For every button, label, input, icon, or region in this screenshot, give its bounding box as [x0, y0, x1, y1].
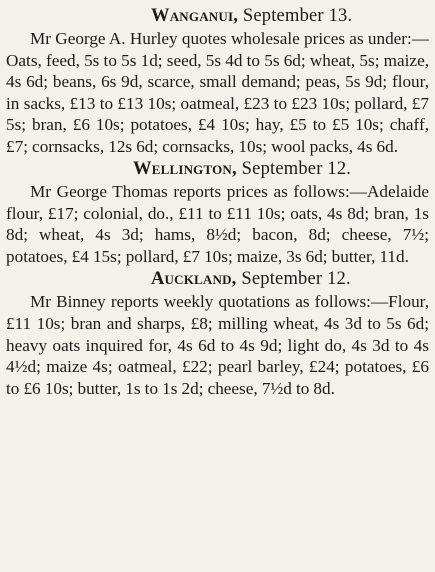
market-report-auckland: [6, 267, 429, 399]
report-date: September 13.: [238, 6, 353, 26]
report-heading: [6, 267, 429, 291]
report-text: Mr George Thomas reports prices as follows:—Adelaide flour, £17; colonial, do., £11 to £11 10s; oats, 4s 8d; bran, 1s 8d; wheat, 4s 3d; hams, 8½d; bacon, 8d; cheese, 7½; potatoes, £4 15s; pollard, £7 10s; maize, 3s 6d; butter, 11d.: [6, 182, 429, 266]
report-heading: [6, 157, 429, 181]
report-place: Wanganui,: [151, 6, 239, 26]
report-text: Mr Binney reports weekly quotations as follows:—Flour, £11 10s; bran and sharps, £8; milling wheat, 4s 3d to 5s 6d; heavy oats inquired for, 4s 6d to 4s 9d; light do, 4s 3d to 4s 4½d; maize 4s; oatmeal, £22; pearl barley, £24; potatoes, £6 to £6 10s; butter, 1s to 1s 2d; cheese, 7½d to 8d.: [6, 292, 429, 398]
report-date: September 12.: [236, 269, 351, 290]
report-text: Mr George A. Hurley quotes wholesale prices as under:—Oats, feed, 5s to 5s 1d; seed, 5s 4d to 5s 6d; wheat, 5s; maize, 4s 6d; beans, 6s 9d, scarce, small demand; peas, 5s 9d; flour, in sacks, £13 to £13 10s; oatmeal, £23 to £23 10s; pollard, £7 5s; bran, £6 10s; potatoes, £4 10s; hay, £5 to £5 10s; chaff, £7; cornsacks, 12s 6d; cornsacks, 10s; wool packs, 4s 6d.: [6, 29, 429, 156]
market-report-wanganui: [6, 4, 429, 157]
report-date: September 12.: [236, 159, 352, 180]
market-report-wellington: [6, 157, 429, 267]
report-place: Auckland,: [151, 269, 237, 290]
report-heading: [6, 4, 429, 28]
report-place: Wellington,: [133, 159, 237, 180]
